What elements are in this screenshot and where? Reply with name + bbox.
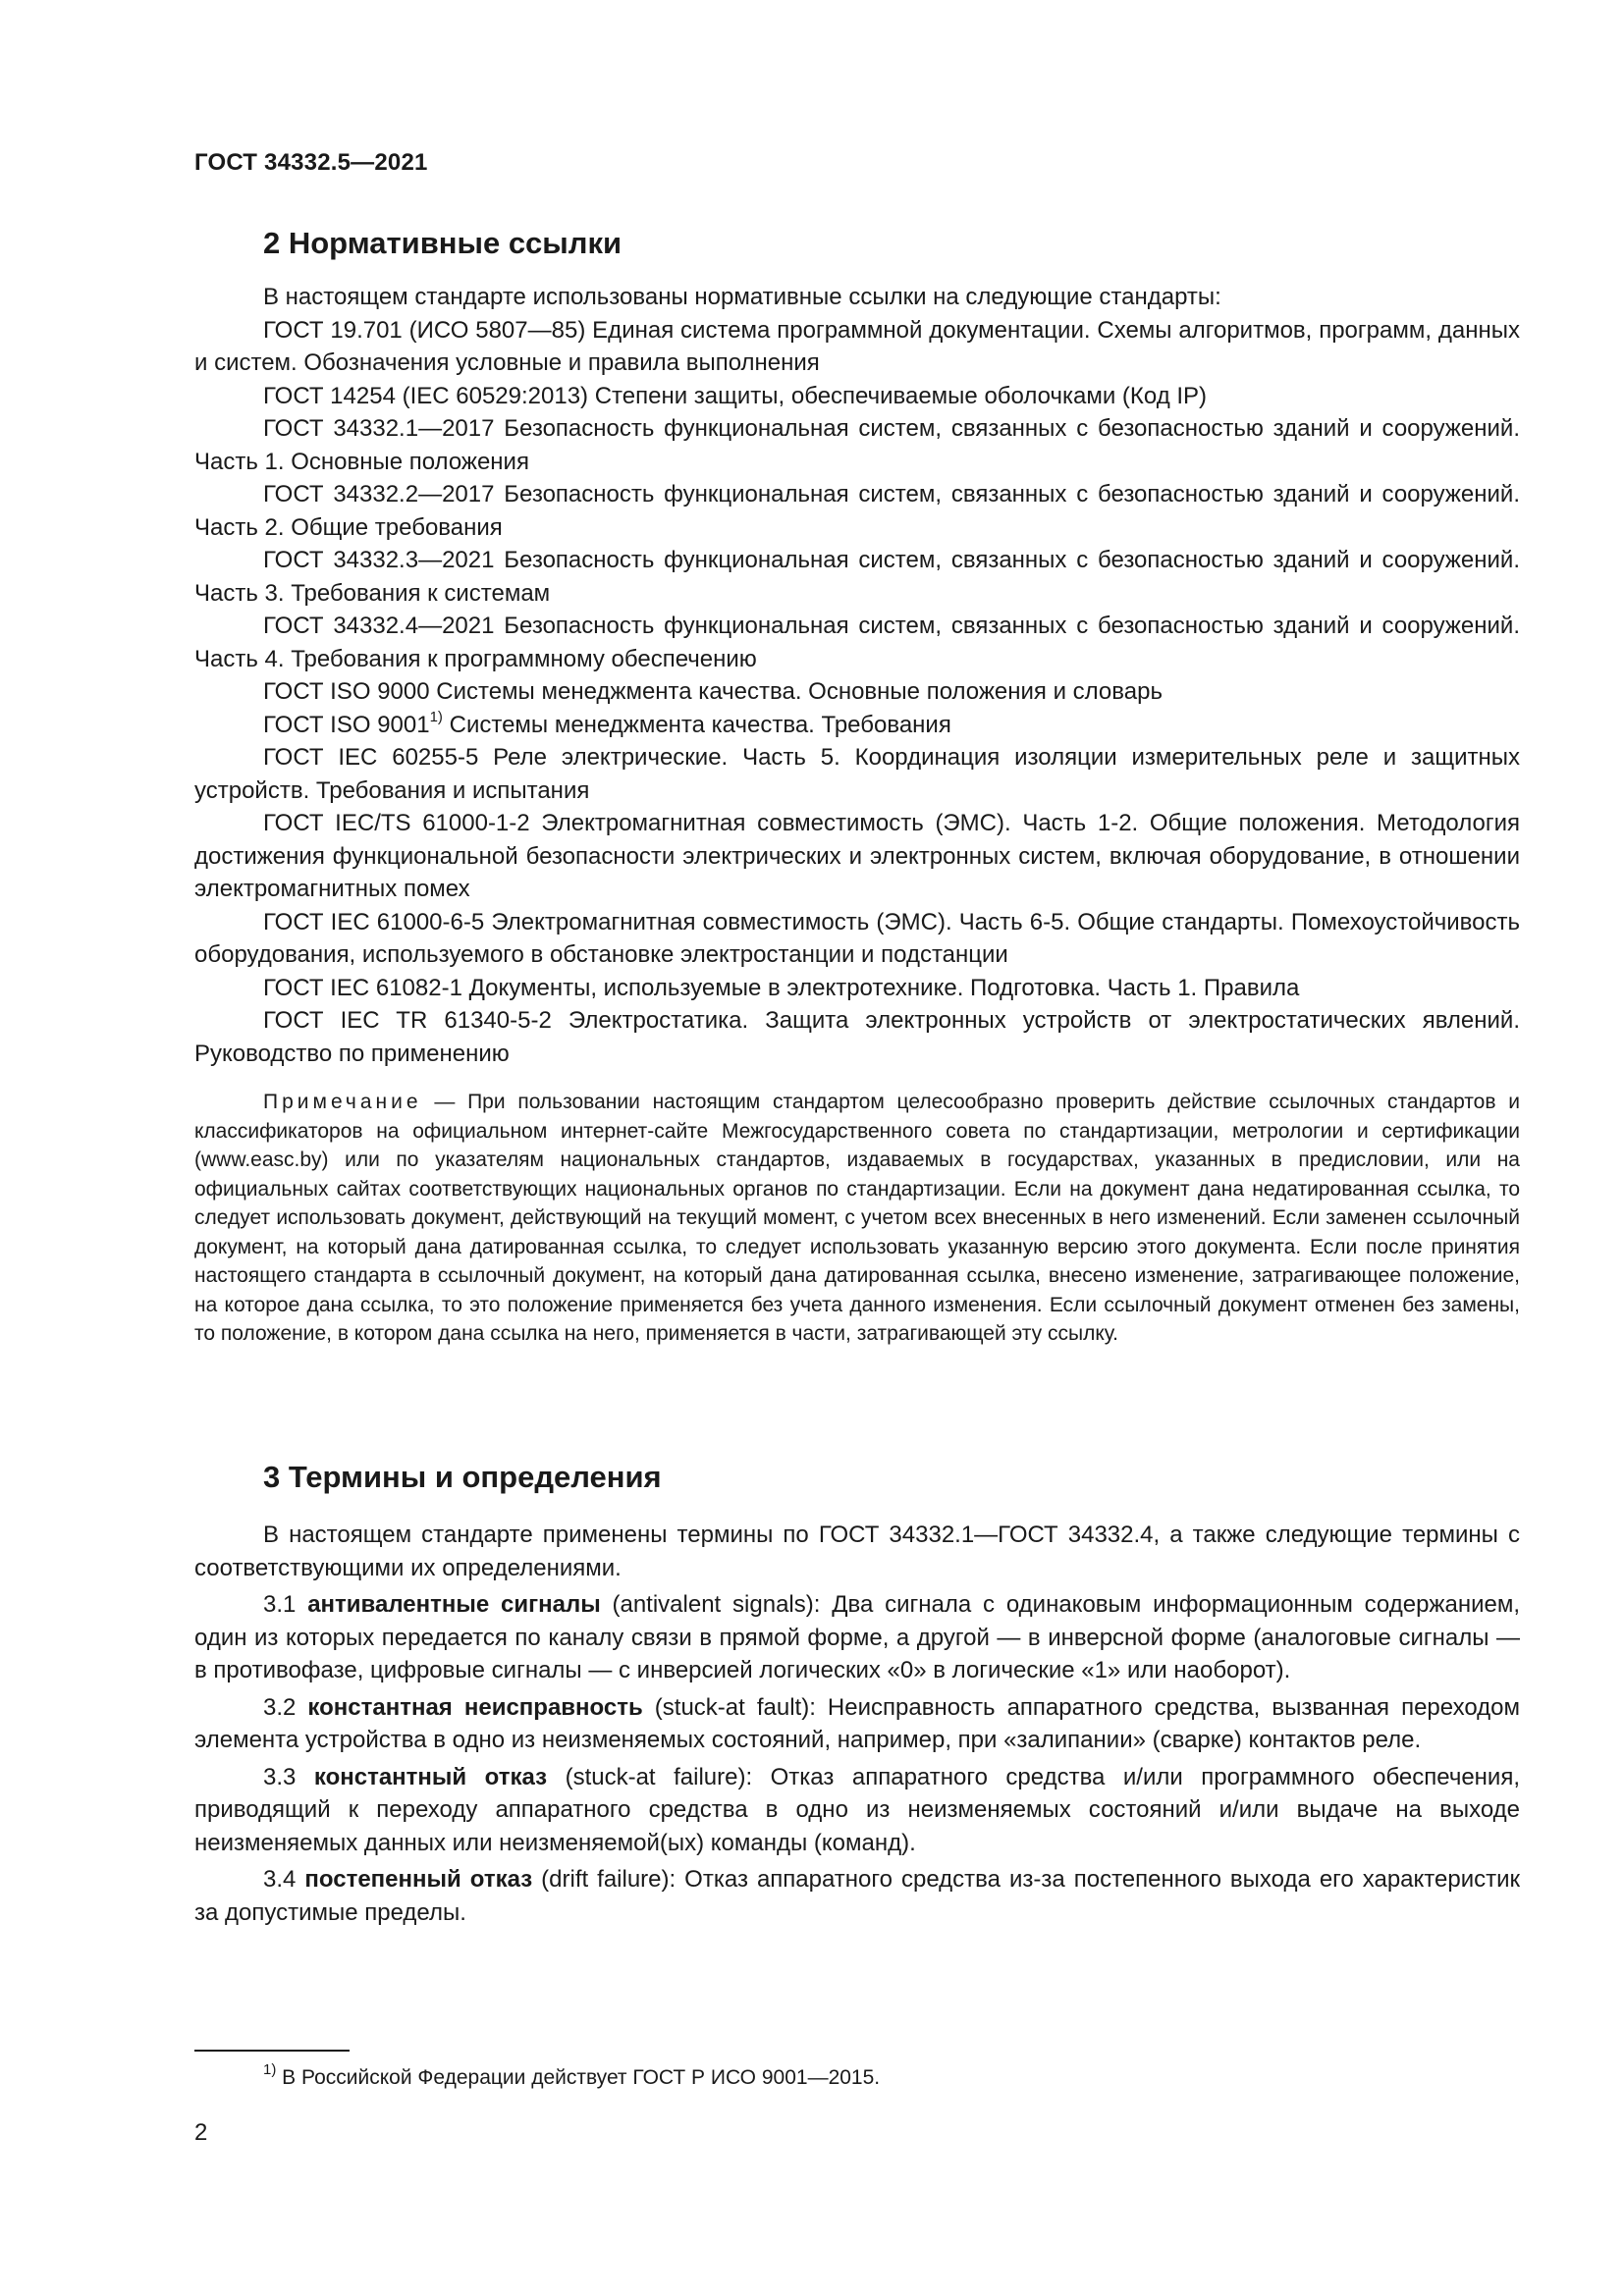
term-definition <box>194 1588 1520 1687</box>
reference-item: ГОСТ 34332.4—2021 Безопасность функциональная систем, связанных с безопасностью зданий и сооружений. Часть 4. Требования к программному обеспечению <box>194 613 1520 672</box>
term-text: (stuck-at failure): Отказ аппаратного средства и/или программного обеспечения, приводящий к переходу аппаратного средства в одно из неизменяемых состояний и/или выдаче на выходе неизменяемых данных или неизменяемой(ых) команды (команд). <box>194 1763 1521 1856</box>
paragraph: В настоящем стандарте использованы нормативные ссылки на следующие стандарты: <box>263 284 1221 310</box>
term-number: 3.4 <box>263 1866 305 1893</box>
term-text: (antivalent signals): Два сигнала с одинаковым информационным содержанием, один из которых передается по каналу связи в прямой форме, а другой — в инверсной форме (аналоговые сигналы — в противофазе, цифровые сигналы — с инверсией логических «0» в логические «1» или наоборот). <box>194 1591 1520 1683</box>
section-normative-references <box>194 224 1520 1070</box>
footnote <box>263 2063 880 2093</box>
reference-item: ГОСТ IEC 61000-6-5 Электромагнитная совместимость (ЭМС). Часть 6-5. Общие стандарты. Помехоустойчивость оборудования, используемого в обстановке электростанции и подстанции <box>194 908 1520 968</box>
term-name: антивалентные сигналы <box>307 1591 601 1618</box>
note-block <box>194 1088 1520 1349</box>
reference-item: ГОСТ 34332.3—2021 Безопасность функциональная систем, связанных с безопасностью зданий и сооружений. Часть 3. Требования к системам <box>194 547 1520 607</box>
reference-item: ГОСТ 19.701 (ИСО 5807—85) Единая система программной документации. Схемы алгоритмов, программ, данных и систем. Обозначения условные и правила выполнения <box>194 316 1520 376</box>
section-2-title: 2 Нормативные ссылки <box>263 226 623 260</box>
footnote-text: В Российской Федерации действует ГОСТ Р ИСО 9001—2015. <box>276 2066 881 2089</box>
reference-item: ГОСТ 34332.2—2017 Безопасность функциональная систем, связанных с безопасностью зданий и сооружений. Часть 2. Общие требования <box>194 481 1520 541</box>
term-definition <box>194 1691 1520 1757</box>
reference-item: ГОСТ 34332.1—2017 Безопасность функциональная систем, связанных с безопасностью зданий и сооружений. Часть 1. Основные положения <box>194 415 1520 475</box>
reference-item: ГОСТ IEC/TS 61000-1-2 Электромагнитная совместимость (ЭМС). Часть 1-2. Общие положения. Методология достижения функциональной безопасности электрических и электронных систем, включая оборудование, в отношении электромагнитных помех <box>194 810 1520 902</box>
reference-item-iso9001 <box>194 709 1520 742</box>
note-paragraph <box>194 1088 1520 1349</box>
footnote-separator <box>194 2050 350 2052</box>
section-3-intro: В настоящем стандарте применены термины по ГОСТ 34332.1—ГОСТ 34332.4, а также следующие термины с соответствующими их определениями. <box>194 1522 1520 1581</box>
term-number: 3.3 <box>263 1763 314 1790</box>
page-number: 2 <box>194 2119 208 2146</box>
reference-item: ГОСТ IEC TR 61340-5-2 Электростатика. Защита электронных устройств от электростатических явлений. Руководство по применению <box>194 1007 1520 1067</box>
term-text: (stuck-at fault): Неисправность аппаратного средства, вызванная переходом элемента устройства в одно из неизменяемых состояний, например, при «залипании» (сварке) контактов реле. <box>194 1693 1520 1753</box>
term-name: постепенный отказ <box>304 1866 533 1893</box>
section-3-title: 3 Термины и определения <box>263 1460 662 1494</box>
note-text: — При пользовании настоящим стандартом целесообразно проверить действие ссылочных стандартов и классификаторов на официальном интернет-сайте Межгосударственного совета по стандартизации, метрологии и сертификации (www.easc.by) или по указателям национальных стандартов, издаваемых в государствах, указанных в предисловии, или на официальных сайтах соответствующих национальных органов по стандартизации. Если на документ дана недатированная ссылка, то следует использовать документ, действующий на текущий момент, с учетом всех внесенных в него изменений. Если заменен ссылочный документ, на который дана датированная ссылка, то следует использовать указанную версию этого документа. Если после принятия настоящего стандарта в ссылочный документ, на который дана датированная ссылка, внесено изменение, затрагивающее положение, на которое дана ссылка, то это положение применяется без учета данного изменения. Если ссылочный документ отменен без замены, то положение, в котором дана ссылка на него, применяется в части, затрагивающей эту ссылку. <box>194 1091 1520 1345</box>
term-name: константный отказ <box>313 1763 548 1790</box>
note-label: Примечание <box>263 1091 422 1113</box>
reference-code: ГОСТ ISO 9001 <box>263 711 430 738</box>
footnote-marker: 1) <box>429 708 443 725</box>
reference-item: ГОСТ ISO 9000 Системы менеджмента качества. Основные положения и словарь <box>263 678 1163 705</box>
footnote-marker: 1) <box>263 2061 277 2078</box>
section-terms-definitions <box>194 1458 1520 1929</box>
term-definition <box>194 1761 1520 1860</box>
reference-item: ГОСТ 14254 (IEC 60529:2013) Степени защиты, обеспечиваемые оболочками (Код IP) <box>263 382 1208 409</box>
term-definition <box>194 1863 1520 1929</box>
term-number: 3.1 <box>263 1591 308 1618</box>
reference-title: Системы менеджмента качества. Требования <box>442 711 951 738</box>
term-text: (drift failure): Отказ аппаратного средства из-за постепенного выхода его характеристик за допустимые пределы. <box>194 1866 1520 1926</box>
term-name: константная неисправность <box>307 1693 643 1721</box>
document-code-header: ГОСТ 34332.5—2021 <box>194 149 428 176</box>
term-number: 3.2 <box>263 1693 308 1721</box>
reference-item: ГОСТ IEC 60255-5 Реле электрические. Часть 5. Координация изоляции измерительных реле и защитных устройств. Требования и испытания <box>194 744 1520 804</box>
reference-item: ГОСТ IEC 61082-1 Документы, используемые в электротехнике. Подготовка. Часть 1. Правила <box>263 974 1300 1001</box>
